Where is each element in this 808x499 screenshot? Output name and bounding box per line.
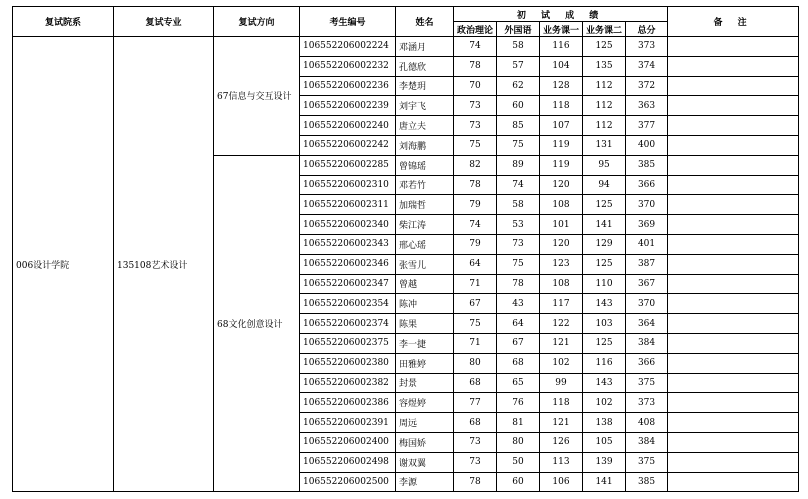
candidate-id-cell: 106552206002500 [300, 472, 396, 492]
remarks-cell [668, 472, 799, 492]
foreign-language-score-cell: 60 [497, 472, 540, 492]
remarks-cell [668, 373, 799, 393]
course1-score-cell: 107 [540, 116, 583, 136]
candidate-id-cell: 106552206002346 [300, 254, 396, 274]
course2-score-cell: 102 [583, 393, 626, 413]
remarks-cell [668, 96, 799, 116]
politics-score-cell: 79 [454, 234, 497, 254]
name-cell: 李一捷 [396, 333, 454, 353]
course2-score-cell: 112 [583, 116, 626, 136]
header-candidate-id: 考生编号 [300, 7, 396, 37]
course2-score-cell: 125 [583, 254, 626, 274]
course2-score-cell: 135 [583, 56, 626, 76]
name-cell: 唐立夫 [396, 116, 454, 136]
total-score-cell: 370 [626, 195, 668, 215]
foreign-language-score-cell: 74 [497, 175, 540, 195]
name-cell: 邢心瑶 [396, 234, 454, 254]
politics-score-cell: 82 [454, 155, 497, 175]
candidate-id-cell: 106552206002498 [300, 452, 396, 472]
candidate-id-cell: 106552206002310 [300, 175, 396, 195]
course2-score-cell: 125 [583, 333, 626, 353]
politics-score-cell: 68 [454, 413, 497, 433]
foreign-language-score-cell: 65 [497, 373, 540, 393]
total-score-cell: 374 [626, 56, 668, 76]
candidate-id-cell: 106552206002240 [300, 116, 396, 136]
course2-score-cell: 116 [583, 353, 626, 373]
total-score-cell: 366 [626, 175, 668, 195]
course2-score-cell: 112 [583, 96, 626, 116]
remarks-cell [668, 413, 799, 433]
header-department: 复试院系 [13, 7, 114, 37]
course2-score-cell: 141 [583, 472, 626, 492]
course1-score-cell: 119 [540, 155, 583, 175]
course1-score-cell: 113 [540, 452, 583, 472]
table-row [13, 37, 799, 57]
foreign-language-score-cell: 75 [497, 135, 540, 155]
total-score-cell: 372 [626, 76, 668, 96]
course2-score-cell: 141 [583, 215, 626, 235]
course2-score-cell: 125 [583, 195, 626, 215]
remarks-cell [668, 254, 799, 274]
politics-score-cell: 71 [454, 274, 497, 294]
foreign-language-score-cell: 64 [497, 314, 540, 334]
header-course1: 业务课一 [540, 22, 583, 37]
name-cell: 张雪儿 [396, 254, 454, 274]
course1-score-cell: 120 [540, 234, 583, 254]
name-cell: 邓若竹 [396, 175, 454, 195]
name-cell: 刘宇飞 [396, 96, 454, 116]
total-score-cell: 363 [626, 96, 668, 116]
politics-score-cell: 80 [454, 353, 497, 373]
total-score-cell: 408 [626, 413, 668, 433]
course1-score-cell: 121 [540, 333, 583, 353]
course1-score-cell: 123 [540, 254, 583, 274]
course2-score-cell: 94 [583, 175, 626, 195]
foreign-language-score-cell: 89 [497, 155, 540, 175]
course1-score-cell: 126 [540, 432, 583, 452]
direction-cell: 68文化创意设计 [214, 155, 300, 492]
politics-score-cell: 75 [454, 314, 497, 334]
remarks-cell [668, 333, 799, 353]
name-cell: 邓涵月 [396, 37, 454, 57]
course2-score-cell: 103 [583, 314, 626, 334]
course1-score-cell: 120 [540, 175, 583, 195]
foreign-language-score-cell: 81 [497, 413, 540, 433]
candidate-id-cell: 106552206002382 [300, 373, 396, 393]
politics-score-cell: 70 [454, 76, 497, 96]
name-cell: 容煜婷 [396, 393, 454, 413]
candidate-id-cell: 106552206002375 [300, 333, 396, 353]
politics-score-cell: 67 [454, 294, 497, 314]
total-score-cell: 384 [626, 432, 668, 452]
course1-score-cell: 99 [540, 373, 583, 393]
total-score-cell: 366 [626, 353, 668, 373]
table-body [13, 37, 799, 492]
candidate-id-cell: 106552206002340 [300, 215, 396, 235]
candidate-id-cell: 106552206002347 [300, 274, 396, 294]
politics-score-cell: 64 [454, 254, 497, 274]
department-cell: 006设计学院 [13, 37, 114, 492]
header-prelim-scores: 初 试 成 绩 [454, 7, 668, 22]
politics-score-cell: 71 [454, 333, 497, 353]
candidate-id-cell: 106552206002285 [300, 155, 396, 175]
foreign-language-score-cell: 57 [497, 56, 540, 76]
candidate-id-cell: 106552206002400 [300, 432, 396, 452]
total-score-cell: 373 [626, 37, 668, 57]
foreign-language-score-cell: 68 [497, 353, 540, 373]
course1-score-cell: 108 [540, 274, 583, 294]
foreign-language-score-cell: 76 [497, 393, 540, 413]
course2-score-cell: 112 [583, 76, 626, 96]
course1-score-cell: 121 [540, 413, 583, 433]
major-cell: 135108艺术设计 [114, 37, 214, 492]
course2-score-cell: 110 [583, 274, 626, 294]
total-score-cell: 375 [626, 452, 668, 472]
name-cell: 刘海鹏 [396, 135, 454, 155]
politics-score-cell: 77 [454, 393, 497, 413]
header-politics: 政治理论 [454, 22, 497, 37]
course2-score-cell: 139 [583, 452, 626, 472]
remarks-cell [668, 452, 799, 472]
candidate-id-cell: 106552206002239 [300, 96, 396, 116]
foreign-language-score-cell: 78 [497, 274, 540, 294]
total-score-cell: 384 [626, 333, 668, 353]
remarks-cell [668, 116, 799, 136]
name-cell: 柴江涛 [396, 215, 454, 235]
politics-score-cell: 68 [454, 373, 497, 393]
remarks-cell [668, 274, 799, 294]
remarks-cell [668, 215, 799, 235]
remarks-cell [668, 314, 799, 334]
foreign-language-score-cell: 58 [497, 37, 540, 57]
total-score-cell: 375 [626, 373, 668, 393]
course2-score-cell: 129 [583, 234, 626, 254]
course1-score-cell: 122 [540, 314, 583, 334]
total-score-cell: 364 [626, 314, 668, 334]
name-cell: 李楚玥 [396, 76, 454, 96]
foreign-language-score-cell: 75 [497, 254, 540, 274]
course2-score-cell: 138 [583, 413, 626, 433]
remarks-cell [668, 234, 799, 254]
remarks-cell [668, 155, 799, 175]
politics-score-cell: 73 [454, 96, 497, 116]
candidate-id-cell: 106552206002236 [300, 76, 396, 96]
course1-score-cell: 101 [540, 215, 583, 235]
candidate-id-cell: 106552206002374 [300, 314, 396, 334]
candidate-id-cell: 106552206002224 [300, 37, 396, 57]
foreign-language-score-cell: 85 [497, 116, 540, 136]
header-total: 总分 [626, 22, 668, 37]
remarks-cell [668, 353, 799, 373]
foreign-language-score-cell: 73 [497, 234, 540, 254]
course1-score-cell: 108 [540, 195, 583, 215]
header-row [13, 7, 799, 22]
politics-score-cell: 78 [454, 472, 497, 492]
name-cell: 李源 [396, 472, 454, 492]
remarks-cell [668, 195, 799, 215]
total-score-cell: 385 [626, 155, 668, 175]
course2-score-cell: 105 [583, 432, 626, 452]
remarks-cell [668, 294, 799, 314]
remarks-cell [668, 56, 799, 76]
header-course2: 业务课二 [583, 22, 626, 37]
course2-score-cell: 143 [583, 373, 626, 393]
course1-score-cell: 102 [540, 353, 583, 373]
foreign-language-score-cell: 50 [497, 452, 540, 472]
politics-score-cell: 75 [454, 135, 497, 155]
course2-score-cell: 143 [583, 294, 626, 314]
course1-score-cell: 118 [540, 96, 583, 116]
course2-score-cell: 95 [583, 155, 626, 175]
header-remarks: 备 注 [668, 7, 799, 37]
foreign-language-score-cell: 80 [497, 432, 540, 452]
politics-score-cell: 74 [454, 37, 497, 57]
total-score-cell: 387 [626, 254, 668, 274]
course1-score-cell: 106 [540, 472, 583, 492]
total-score-cell: 367 [626, 274, 668, 294]
remarks-cell [668, 175, 799, 195]
course1-score-cell: 118 [540, 393, 583, 413]
candidate-id-cell: 106552206002232 [300, 56, 396, 76]
total-score-cell: 373 [626, 393, 668, 413]
total-score-cell: 369 [626, 215, 668, 235]
remarks-cell [668, 37, 799, 57]
politics-score-cell: 73 [454, 116, 497, 136]
name-cell: 周远 [396, 413, 454, 433]
remarks-cell [668, 432, 799, 452]
candidate-id-cell: 106552206002311 [300, 195, 396, 215]
foreign-language-score-cell: 58 [497, 195, 540, 215]
name-cell: 谢双翼 [396, 452, 454, 472]
politics-score-cell: 73 [454, 452, 497, 472]
name-cell: 封景 [396, 373, 454, 393]
name-cell: 曾越 [396, 274, 454, 294]
remarks-cell [668, 393, 799, 413]
header-major: 复试专业 [114, 7, 214, 37]
course1-score-cell: 128 [540, 76, 583, 96]
header-foreign-language: 外国语 [497, 22, 540, 37]
candidate-id-cell: 106552206002380 [300, 353, 396, 373]
politics-score-cell: 73 [454, 432, 497, 452]
name-cell: 陈果 [396, 314, 454, 334]
header-direction: 复试方向 [214, 7, 300, 37]
course1-score-cell: 116 [540, 37, 583, 57]
course1-score-cell: 104 [540, 56, 583, 76]
politics-score-cell: 78 [454, 175, 497, 195]
politics-score-cell: 74 [454, 215, 497, 235]
total-score-cell: 400 [626, 135, 668, 155]
name-cell: 孔德欣 [396, 56, 454, 76]
candidate-id-cell: 106552206002354 [300, 294, 396, 314]
foreign-language-score-cell: 53 [497, 215, 540, 235]
foreign-language-score-cell: 60 [497, 96, 540, 116]
direction-cell: 67信息与交互设计 [214, 37, 300, 156]
candidate-id-cell: 106552206002391 [300, 413, 396, 433]
total-score-cell: 385 [626, 472, 668, 492]
foreign-language-score-cell: 67 [497, 333, 540, 353]
course2-score-cell: 125 [583, 37, 626, 57]
remarks-cell [668, 135, 799, 155]
politics-score-cell: 78 [454, 56, 497, 76]
name-cell: 曾锦瑶 [396, 155, 454, 175]
name-cell: 梅国娇 [396, 432, 454, 452]
politics-score-cell: 79 [454, 195, 497, 215]
total-score-cell: 370 [626, 294, 668, 314]
candidate-id-cell: 106552206002343 [300, 234, 396, 254]
total-score-cell: 377 [626, 116, 668, 136]
name-cell: 陈冲 [396, 294, 454, 314]
name-cell: 加瑞哲 [396, 195, 454, 215]
header-name: 姓名 [396, 7, 454, 37]
foreign-language-score-cell: 43 [497, 294, 540, 314]
candidate-id-cell: 106552206002386 [300, 393, 396, 413]
name-cell: 田雅婷 [396, 353, 454, 373]
candidate-id-cell: 106552206002242 [300, 135, 396, 155]
total-score-cell: 401 [626, 234, 668, 254]
foreign-language-score-cell: 62 [497, 76, 540, 96]
course1-score-cell: 117 [540, 294, 583, 314]
course2-score-cell: 131 [583, 135, 626, 155]
remarks-cell [668, 76, 799, 96]
course1-score-cell: 119 [540, 135, 583, 155]
score-table [12, 6, 799, 492]
